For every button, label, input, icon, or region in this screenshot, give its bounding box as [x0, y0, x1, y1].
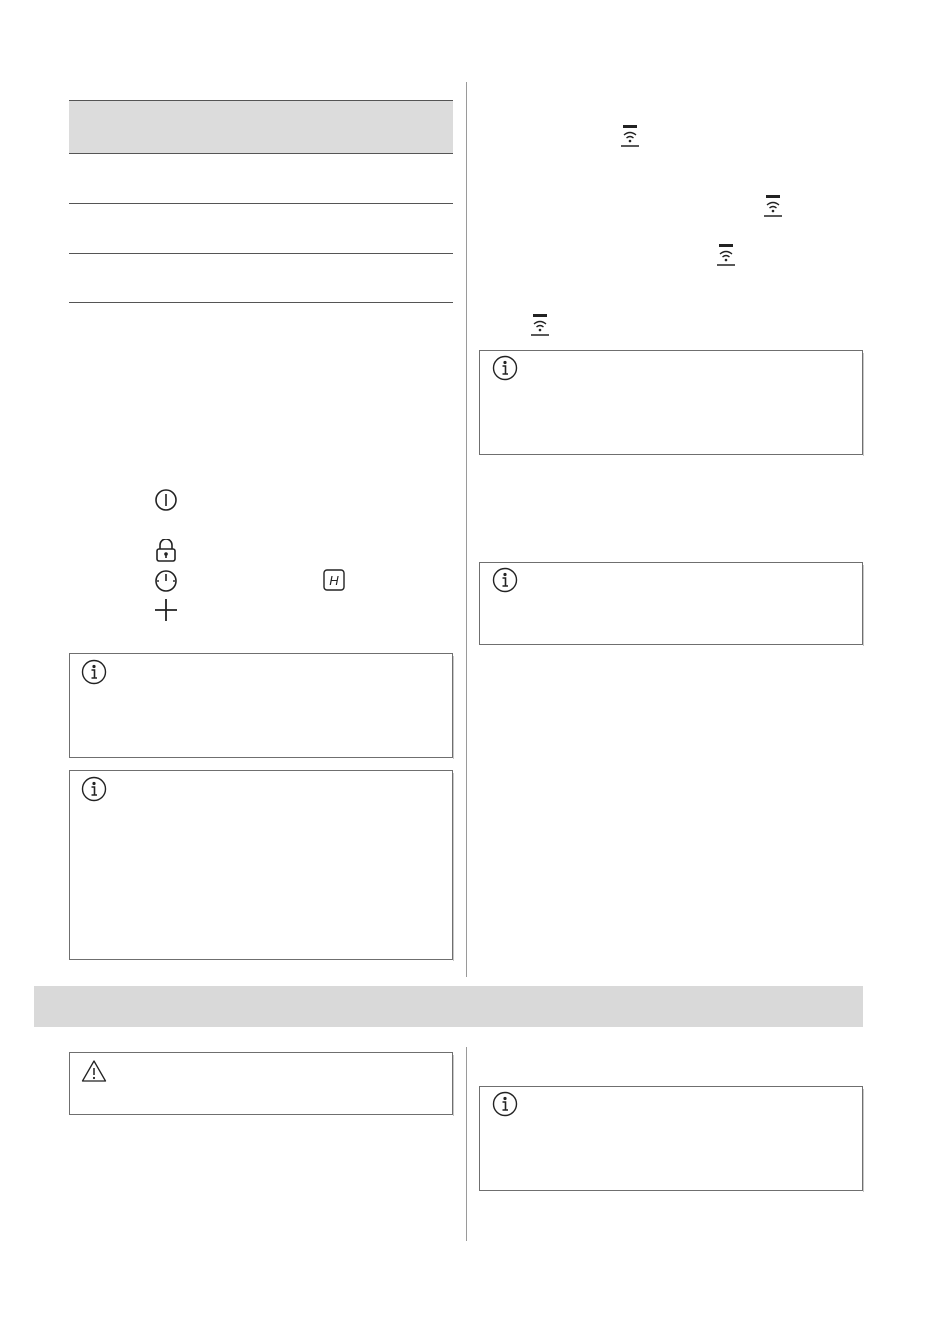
info-icon: [81, 776, 107, 802]
table-header: [69, 100, 453, 154]
lock-icon: [155, 539, 177, 563]
info-icon: [492, 567, 518, 593]
timer-icon: [154, 569, 178, 593]
hob-wifi-icon: [620, 124, 640, 148]
info-box: [69, 653, 453, 758]
section-band: [34, 986, 863, 1027]
warning-box: [69, 1052, 453, 1115]
column-divider-top: [466, 82, 467, 977]
table-row-divider: [69, 253, 453, 254]
info-icon: [81, 659, 107, 685]
hob-wifi-icon: [530, 313, 550, 337]
footer-mark: [0, 1318, 95, 1324]
column-divider-bottom: [466, 1047, 467, 1241]
warning-icon: [81, 1059, 107, 1083]
plus-icon: [154, 598, 178, 622]
table-row-divider: [69, 203, 453, 204]
hob-wifi-icon: [716, 243, 736, 267]
info-box: [479, 562, 863, 645]
power-icon: [154, 488, 178, 512]
info-box: [479, 1086, 863, 1191]
info-box: [69, 770, 453, 960]
display-h-icon: [323, 569, 345, 591]
info-icon: [492, 355, 518, 381]
info-box: [479, 350, 863, 455]
hob-wifi-icon: [763, 194, 783, 218]
svg-text:H: H: [329, 573, 339, 588]
table-row-divider: [69, 302, 453, 303]
info-icon: [492, 1091, 518, 1117]
